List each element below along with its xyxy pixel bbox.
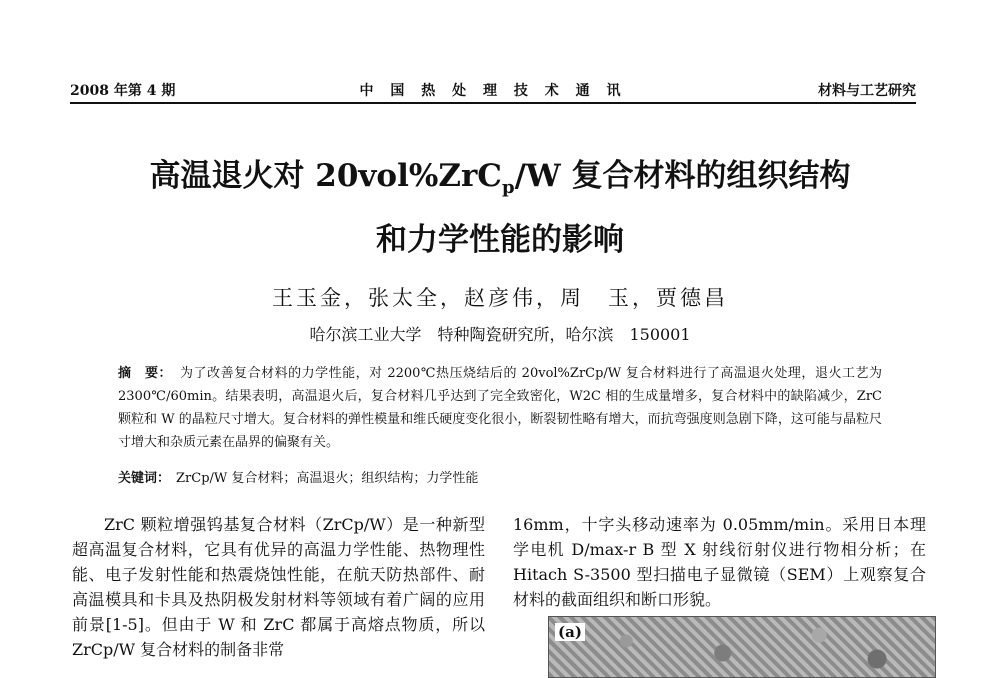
keywords-label: 关键词： [118,471,171,486]
issue-label: 2008 年第 4 期 [70,83,176,99]
body-column-left: ZrC 颗粒增强钨基复合材料（ZrCp/W）是一种新型超高温复合材料，它具有优异的高温力学性能、热物理性能、电子发射性能和热震烧蚀性能，在航天防热部件、耐高温模具和卡具及热阴极发射材料等领域有着广阔的应用前景[1-5]。但由于 W 和 ZrC 都属于高熔点物质，所以 ZrCp/W 复合材料的制备非常 [72,515,485,659]
section-name: 材料与工艺研究 [818,83,916,99]
abstract-label: 摘 要： [118,366,173,381]
author-list: 王玉金，张太全，赵彦伟，周 玉，贾德昌 [272,286,728,310]
abstract-text: 为了改善复合材料的力学性能，对 2200℃热压烧结后的 20vol%ZrCp/W 复合材料进行了高温退火处理，退火工艺为 2300℃/60min。结果表明，高温退火后，复合材料几乎达到了完全致密化，W2C 相的生成量增多，复合材料中的缺陷减少，ZrC 颗粒和 W 的晶粒尺寸增大。复合材料的弹性模量和维氏硬度变化很小，断裂韧性略有增大，而抗弯强度则急剧下降，这可能与晶粒尺寸增大和杂质元素在晶界的偏聚有关。 [118,366,882,450]
sem-micrograph-figure [548,616,936,678]
keywords-text: ZrCp/W 复合材料；高温退火；组织结构；力学性能 [176,471,479,486]
paper-title [0,150,1000,266]
abstract [118,362,882,454]
journal-name: 中 国 热 处 理 技 术 通 讯 [359,83,627,99]
keywords [118,469,882,489]
figure-label: (a) [555,623,585,641]
page-header [70,78,916,104]
title-line-1: 高温退火对 20vol%ZrC$_p$/W 复合材料的组织结构 [149,158,851,199]
title-line-2: 和力学性能的影响 [376,222,624,259]
body-column-right: 16mm，十字头移动速率为 0.05mm/min。采用日本理学电机 D/max-r B 型 X 射线衍射仪进行物相分析；在 Hitach S-3500 型扫描电子显微镜（SEM）上观察复合材料的截面组织和断口形貌。 [513,515,926,609]
affiliation: 哈尔滨工业大学 特种陶瓷研究所，哈尔滨 150001 [309,325,691,344]
